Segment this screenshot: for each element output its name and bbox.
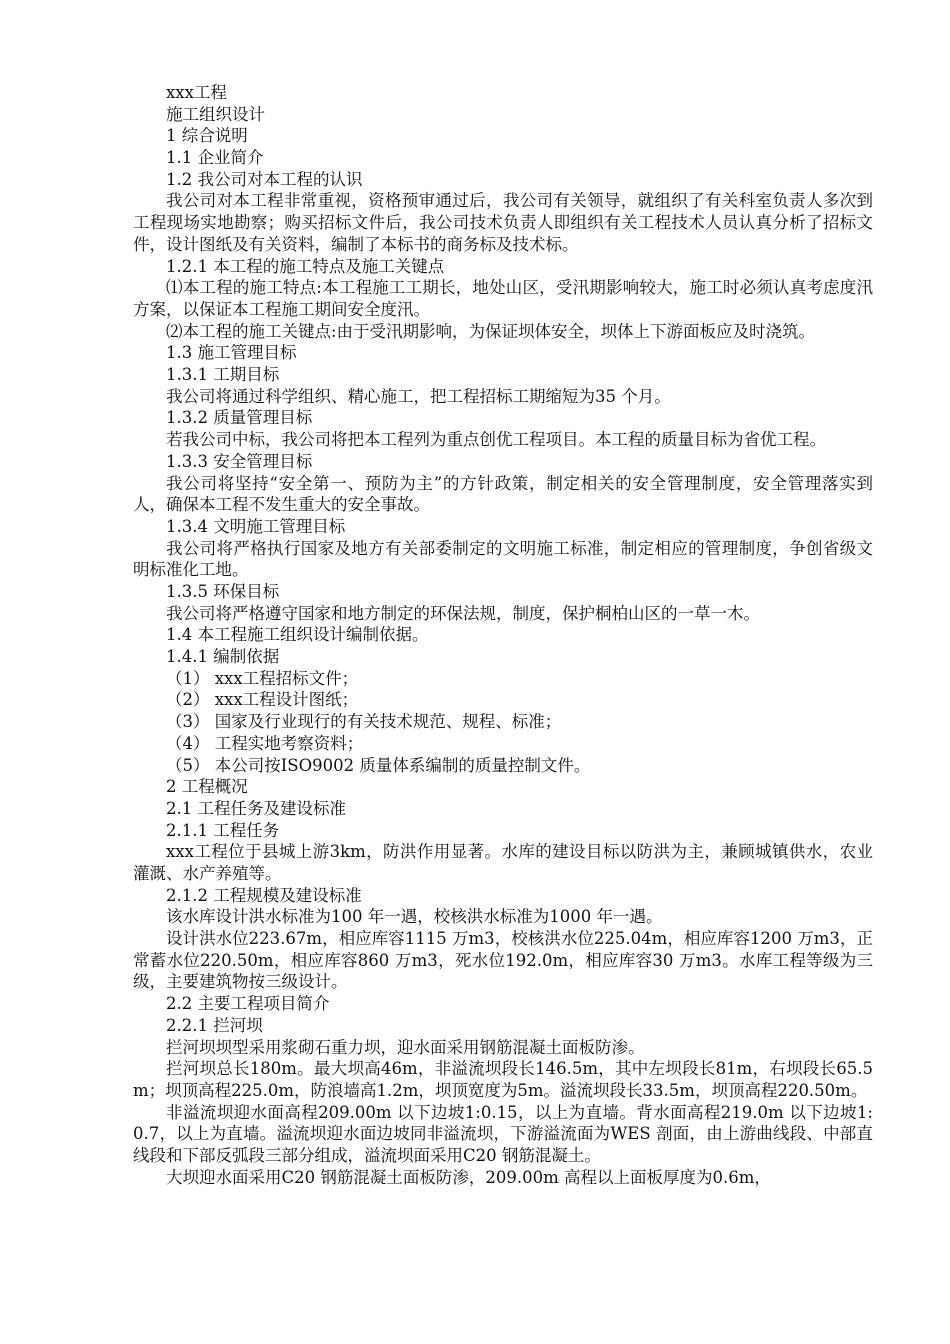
paragraph-1-3-2: 若我公司中标，我公司将把本工程列为重点创优工程项目。本工程的质量目标为省优工程。 [166,430,826,450]
heading-2-1: 2.1 工程任务及建设标准 [166,798,346,818]
list-item: （2） xxx工程设计图纸； [166,690,359,710]
heading-1-1: 1.1 企业简介 [166,148,264,168]
heading-2-2: 2.2 主要工程项目简介 [166,994,330,1014]
document-title-project: xxx工程 [166,83,227,102]
paragraph-2-1-1: xxx工程位于县城上游3km，防洪作用显著。水库的建设目标以防洪为主，兼顾城镇供水，农业灌溉、水产养殖等。 [133,842,873,883]
paragraph-1-3-5: 我公司将严格遵守国家和地方制定的环保法规，制度，保护桐柏山区的一草一木。 [166,603,760,623]
heading-1-4-1: 1.4.1 编制依据 [166,647,280,667]
heading-1-4: 1.4 本工程施工组织设计编制依据。 [166,625,429,645]
heading-1-3-3: 1.3.3 安全管理目标 [166,451,313,471]
paragraph-1-3-3: 我公司将坚持“安全第一、预防为主”的方针政策，制定相关的安全管理制度，安全管理落实到人，确保本工程不发生重大的安全事故。 [133,473,873,515]
document-title-design: 施工组织设计 [166,104,265,124]
paragraph-1-3-1: 我公司将通过科学组织、精心施工，把工程招标工期缩短为35 个月。 [166,386,671,406]
paragraph-2-2-1-a: 拦河坝坝型采用浆砌石重力坝，迎水面采用钢筋混凝土面板防渗。 [166,1037,645,1057]
heading-1-3-5: 1.3.5 环保目标 [166,582,280,601]
heading-2-1-2: 2.1.2 工程规模及建设标准 [166,885,362,905]
heading-1-3-4: 1.3.4 文明施工管理目标 [166,516,346,536]
paragraph-1-3-4: 我公司将严格执行国家及地方有关部委制定的文明施工标准，制定相应的管理制度，争创省级文明标准化工地。 [133,538,873,580]
list-item: （1） xxx工程招标文件； [166,668,359,688]
paragraph-2-2-1-d: 大坝迎水面采用C20 钢筋混凝土面板防渗，209.00m 高程以上面板厚度为0.6m， [166,1167,771,1187]
heading-1-3-2: 1.3.2 质量管理目标 [166,408,313,428]
list-item: （4） 工程实地考察资料； [166,733,364,753]
paragraph-2-2-1-b: 拦河坝总长180m。最大坝高46m，非溢流坝段长146.5m，其中左坝段长81m，右坝段长65.5m；坝顶高程225.0m，防浪墙高1.2m，坝顶宽度为5m。溢流坝段长33.5m，坝顶高程220.50m。 [133,1059,873,1100]
heading-1-3: 1.3 施工管理目标 [166,343,297,363]
heading-1-2: 1.2 我公司对本工程的认识 [166,169,363,189]
heading-1-3-1: 1.3.1 工期目标 [166,365,280,385]
list-item: （3） 国家及行业现行的有关技术规范、规程、标准； [166,712,562,732]
paragraph-1-2-1-a: ⑴本工程的施工特点:本工程施工工期长，地处山区，受汛期影响较大，施工时必须认真考虑度汛方案，以保证本工程施工期间安全度汛。 [133,278,873,319]
heading-2-2-1: 2.2.1 拦河坝 [166,1015,263,1035]
document-body [133,82,873,1188]
paragraph-2-2-1-c: 非溢流坝迎水面高程209.00m 以下边坡1:0.15，以上为直墙。背水面高程219.0m 以下边坡1:0.7，以上为直墙。溢流坝迎水面边坡同非溢流坝，下游溢流面为WES 剖面，由上游曲线段、中部直线段和下部反弧段三部分组成，溢流坝面采用C20 钢筋混凝土。 [133,1102,873,1166]
heading-2: 2 工程概况 [166,777,248,797]
paragraph-2-1-2-b: 设计洪水位223.67m，相应库容1115 万m3，校核洪水位225.04m，相应库容1200 万m3，正常蓄水位220.50m，相应库容860 万m3，死水位192.0m，相应库容30 万m3。水库工程等级为三级，主要建筑物按三级设计。 [133,929,873,992]
heading-1-2-1: 1.2.1 本工程的施工特点及施工关键点 [166,256,445,276]
paragraph-1-2-1-b: ⑵本工程的施工关键点:由于受汛期影响，为保证坝体安全，坝体上下游面板应及时浇筑。 [166,321,816,341]
paragraph-1-2: 我公司对本工程非常重视，资格预审通过后，我公司有关领导，就组织了有关科室负责人多次到工程现场实地勘察；购买招标文件后，我公司技术负责人即组织有关工程技术人员认真分析了招标文件，设计图纸及有关资料，编制了本标书的商务标及技术标。 [133,191,873,254]
list-item: （5） 本公司按ISO9002 质量体系编制的质量控制文件。 [166,755,591,775]
paragraph-2-1-2-a: 该水库设计洪水标准为100 年一遇，校核洪水标准为1000 年一遇。 [166,907,663,927]
heading-1: 1 综合说明 [166,126,248,146]
heading-2-1-1: 2.1.1 工程任务 [166,820,280,840]
